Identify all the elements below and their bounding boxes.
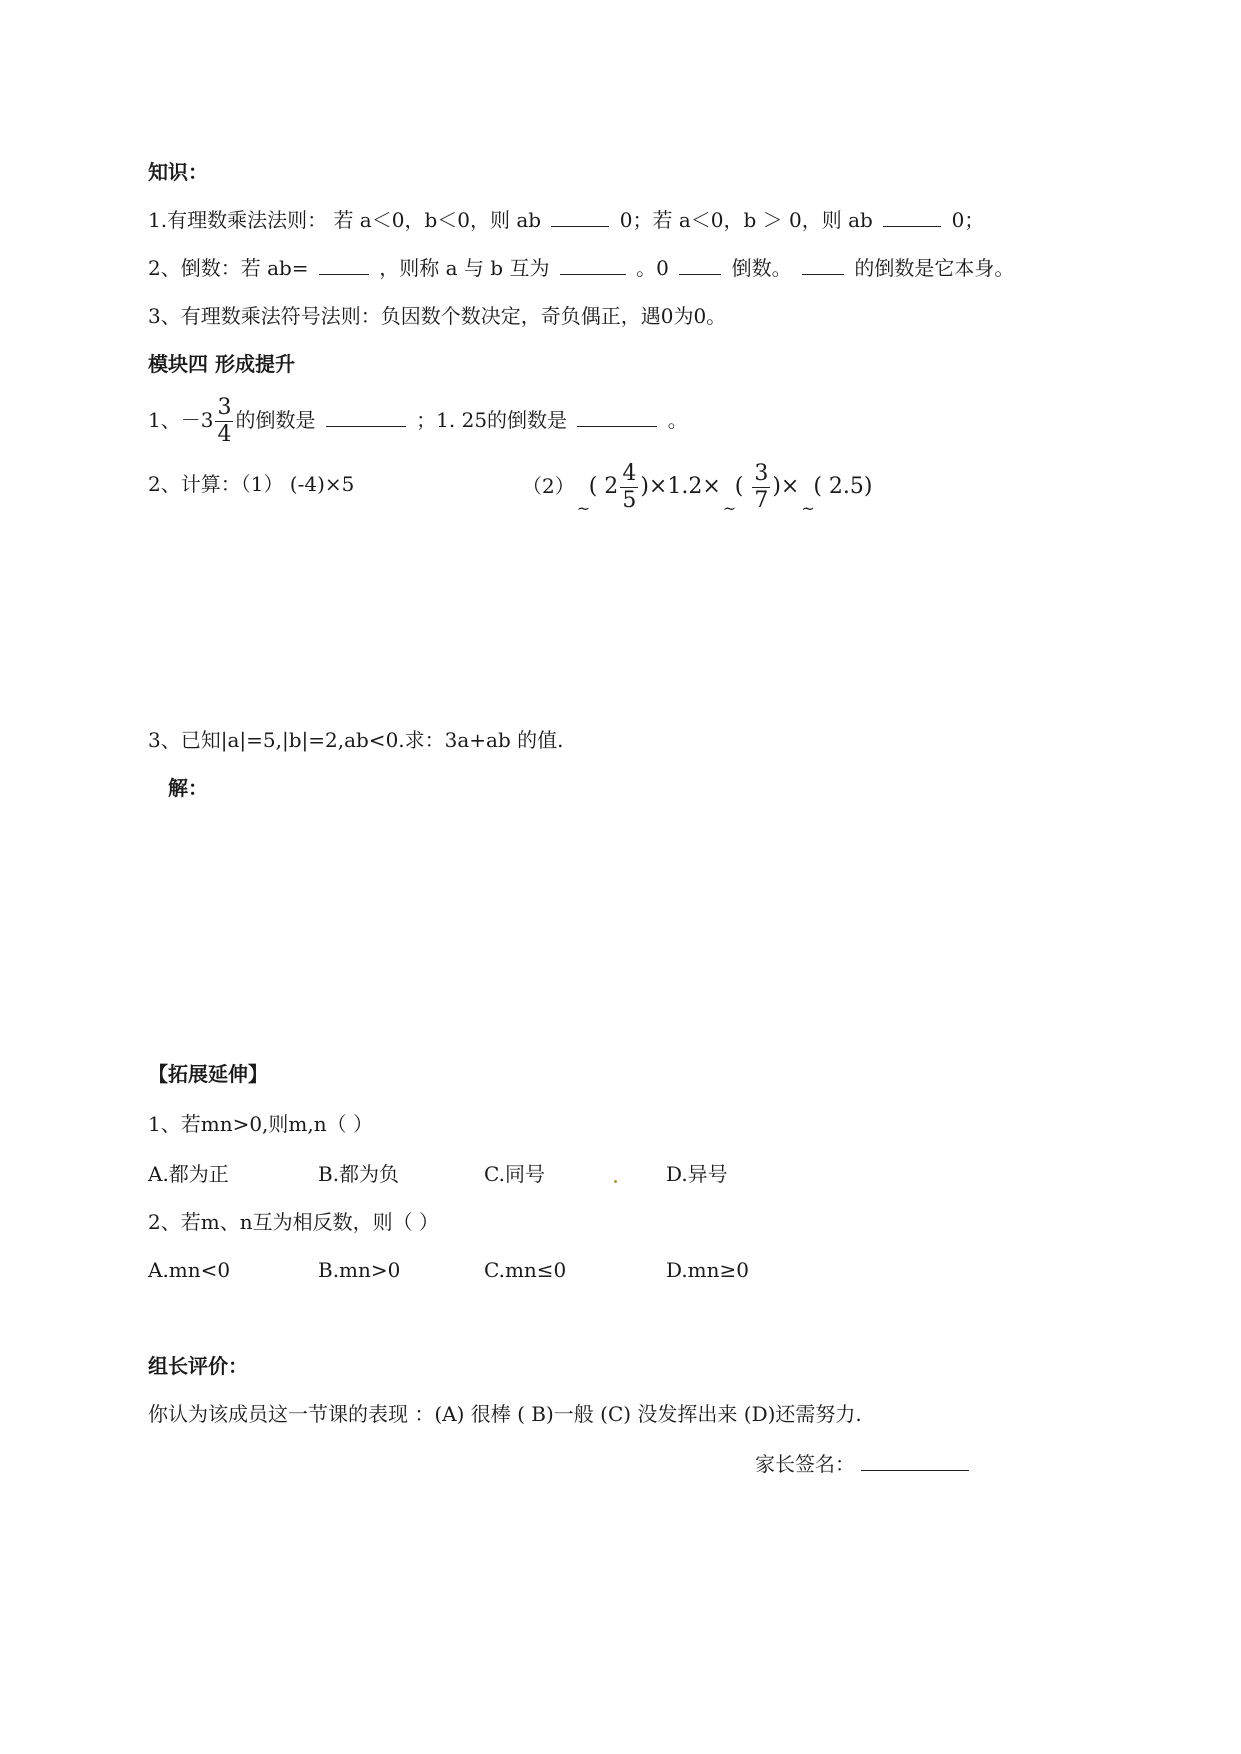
blank[interactable]	[319, 256, 369, 275]
module-q1-mid2: ；1. 25的倒数是	[416, 408, 568, 432]
extension-title: 【拓展延伸】	[148, 1062, 268, 1086]
blank[interactable]	[326, 408, 406, 427]
knowledge-line-1-pre: 1.有理数乘法法则： 若 a＜0，b＜0，则 ab	[148, 208, 542, 232]
evaluation-title: 组长评价：	[148, 1354, 248, 1378]
expr-d: )×	[772, 474, 800, 499]
knowledge-line-3: 3、有理数乘法符号法则：负因数个数决定，奇负偶正，遇0为0。	[148, 304, 727, 328]
expr-b: )×1.2×	[640, 474, 721, 499]
blank[interactable]	[577, 408, 657, 427]
parent-signature-label: 家长签名：	[755, 1452, 855, 1476]
expr-e: ( 2.5)	[813, 474, 873, 499]
extension-q1: 1、若mn>0,则m,n（ ）	[148, 1112, 373, 1136]
evaluation-text: 你认为该成员这一节课的表现 ：(A) 很棒 ( B)一般 (C) 没发挥出来 (D)还需努力.	[148, 1402, 862, 1426]
knowledge-line-1-end: 0；	[951, 208, 985, 232]
knowledge-line-2-end: 的倒数是它本身。	[854, 256, 1015, 280]
answer-label: 解：	[168, 776, 208, 800]
extension-q1-option-a[interactable]: A.都为正	[148, 1162, 229, 1186]
extension-q2-option-c[interactable]: C.mn≤0	[484, 1258, 567, 1282]
fraction-numerator: 3	[217, 395, 232, 420]
fraction-numerator: 3	[754, 461, 769, 486]
signature-line[interactable]	[861, 1450, 969, 1471]
fraction-denominator: 5	[622, 488, 637, 513]
fraction-denominator: 4	[217, 422, 232, 447]
fraction	[215, 395, 233, 448]
extension-q1-option-b[interactable]: B.都为负	[318, 1162, 400, 1186]
knowledge-line-2	[148, 254, 1014, 282]
fraction	[620, 461, 638, 514]
fraction-numerator: 4	[622, 461, 637, 486]
knowledge-line-1-mid: 0；若 a＜0，b ＞ 0，则 ab	[619, 208, 873, 232]
knowledge-line-2-mid: ，则称 a 与 b 互为	[379, 256, 550, 280]
module-q1-pre: 1、－3	[148, 408, 214, 432]
module-q1-mid: 的倒数是	[235, 408, 316, 432]
knowledge-line-1	[148, 206, 984, 234]
fraction-denominator: 7	[754, 488, 769, 513]
knowledge-line-2-pre: 2、倒数：若 ab=	[148, 256, 309, 280]
expr-a: ( 2	[588, 474, 619, 499]
expr-c: (	[734, 474, 751, 499]
blank[interactable]	[802, 256, 844, 275]
extension-q1-option-c[interactable]: C.同号	[484, 1162, 545, 1186]
extension-q2: 2、若m、n互为相反数，则（ ）	[148, 1210, 439, 1234]
knowledge-line-2-mid2: 。0	[636, 256, 669, 280]
blank[interactable]	[551, 208, 609, 227]
module-q2-part2	[522, 458, 873, 515]
blank[interactable]	[679, 256, 721, 275]
knowledge-line-2-mid3: 倒数。	[731, 256, 792, 280]
module-q1	[148, 392, 688, 448]
extension-q2-option-d[interactable]: D.mn≥0	[666, 1258, 750, 1282]
fraction	[752, 461, 770, 514]
parent-signature	[755, 1448, 969, 1477]
extension-q2-option-b[interactable]: B.mn>0	[318, 1258, 401, 1282]
stray-dot	[614, 1180, 617, 1183]
module-q2-part2-label: （2）	[522, 474, 575, 498]
blank[interactable]	[560, 256, 626, 275]
extension-q2-option-a[interactable]: A.mn<0	[148, 1258, 231, 1282]
module-q1-end: 。	[667, 408, 688, 432]
blank[interactable]	[883, 208, 941, 227]
module-q2-part1: 2、计算：（1） (-4)×5	[148, 472, 355, 496]
knowledge-title: 知识：	[148, 160, 208, 184]
module-q3: 3、已知|a|=5,|b|=2,ab<0.求：3a+ab 的值.	[148, 728, 564, 752]
module-title: 模块四 形成提升	[148, 352, 295, 376]
extension-q1-option-d[interactable]: D.异号	[666, 1162, 728, 1186]
